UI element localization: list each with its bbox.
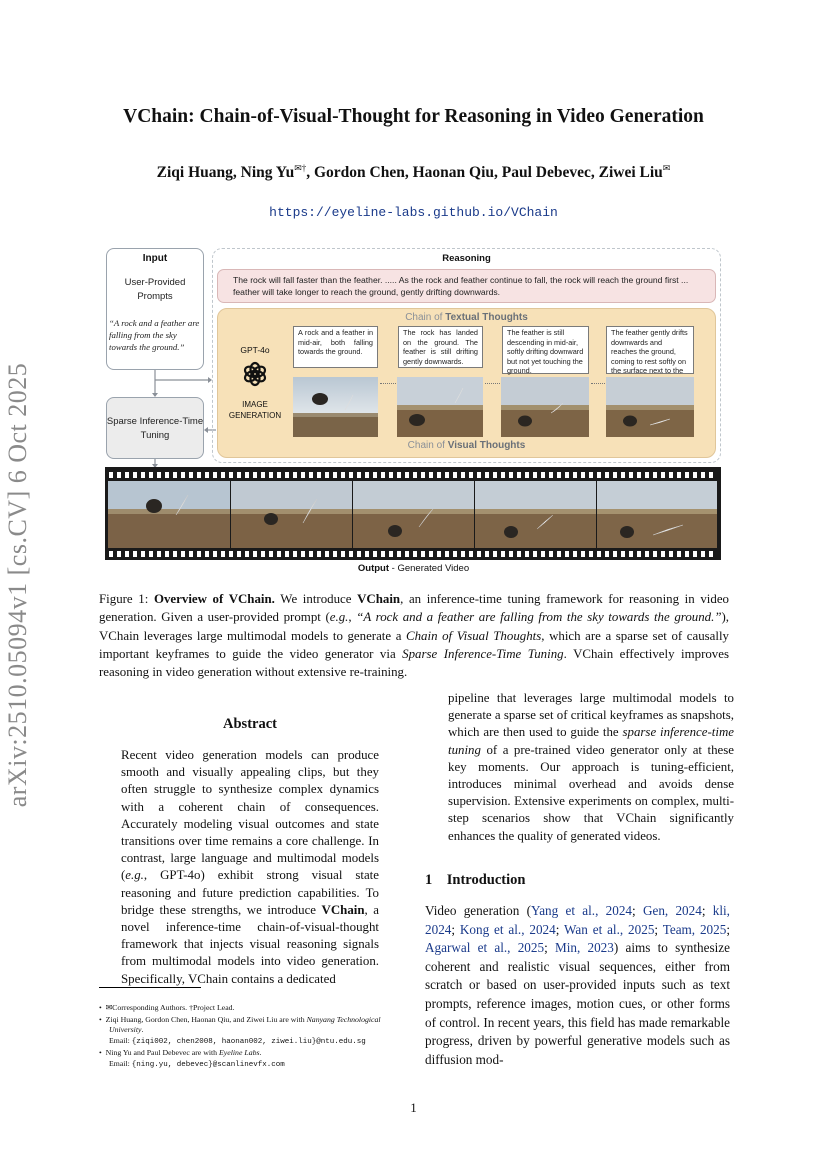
caption-t2: , an inference-time tuning framework for reasoning in video generation. Given a user-provided prompt (	[99, 592, 729, 625]
caption-label: Figure 1:	[99, 592, 154, 606]
abstract-vchain: VChain	[321, 902, 365, 917]
reasoning-text: The rock will fall faster than the feather. ..... As the rock and feather continue to fall, the rock will reach the ground first ... feather will take longer to reach the ground, gently drifting downwards.	[233, 275, 689, 297]
paper-title: VChain: Chain-of-Visual-Thought for Reasoning in Video Generation	[123, 106, 704, 127]
rock-icon	[518, 416, 532, 427]
footnote-1b: †Project Lead.	[189, 1003, 235, 1012]
footnote-bullet: •	[99, 1003, 102, 1012]
citation-link[interactable]: kli, 2024	[425, 903, 730, 937]
intro-body	[425, 902, 730, 1069]
output-bold: Output	[357, 563, 390, 574]
abstract-body-left	[121, 747, 379, 988]
footnote-rule	[99, 987, 201, 988]
caption-eg: e.g.	[329, 610, 349, 625]
footnote-bullet: •	[99, 1048, 102, 1058]
video-frame-1	[108, 481, 230, 548]
input-heading: Input	[142, 253, 168, 264]
citation-sep: ;	[654, 921, 663, 937]
openai-logo-icon	[242, 361, 268, 387]
citation-sep: ;	[555, 921, 565, 937]
citation-sep: ;	[701, 903, 713, 918]
abstract-p1a: Recent video generation models can produce smooth and visually appealing clips, but they often struggle to synthesize complex dynamics with a coherent chain of consequences. Accurately modeling visual outcomes and state transitions over time remains a core challenge. In contrast, large language and multimodal models (	[121, 748, 379, 883]
footnote-3c: .	[259, 1048, 262, 1058]
authors-part1: Ziqi Huang, Ning Yu	[156, 164, 295, 182]
footnote-3b: Eyeline Labs	[219, 1048, 260, 1058]
chain-textual-prefix: Chain of	[405, 312, 446, 323]
caption-t5: , which are a sparse set of causally important keyframes to guide the video generator via	[99, 628, 729, 661]
citation-sep: ;	[451, 921, 460, 937]
gpt-label: GPT-4o	[240, 345, 270, 355]
abstract-eg: e.g.	[125, 868, 144, 883]
rock-icon	[388, 525, 402, 537]
caption-bold: Overview of VChain.	[153, 592, 275, 606]
abstract-p2b: of a pre-trained video generator only at these key moments. Our approach is tuning-efficient, introduces minimal overhead and avoids dense supervision. Extensive experiments on complex, multi-step scenarios show that VChain significantly enhances the quality of generated videos.	[448, 742, 734, 843]
abstract-p2a: pipeline that leverages large multimodal models to generate a sparse set of critical keyframes as snapshots, which are then used to guide the	[448, 691, 734, 740]
footnote-3	[99, 1048, 404, 1070]
citation-link[interactable]: Yang et al., 2024	[531, 903, 633, 918]
chain-visual-prefix: Chain of	[407, 440, 448, 451]
citation-link[interactable]: Wan et al., 2025	[564, 921, 655, 937]
keyframe-image-2	[397, 377, 483, 437]
citation-link[interactable]: Min, 2023	[554, 940, 614, 956]
citation-link[interactable]: Gen, 2024	[642, 903, 702, 918]
footnote-1	[99, 1003, 404, 1014]
video-frame-2	[231, 481, 352, 548]
page-number: 1	[410, 1100, 417, 1115]
footnote-bullet: •	[99, 1014, 102, 1024]
chain-textual-thoughts-title	[217, 312, 716, 323]
dotted-arrow-2	[485, 383, 500, 384]
caption-t1: We introduce	[274, 592, 358, 606]
footnote-2b: Nanyang Technological University	[109, 1014, 381, 1035]
keyframe-image-4	[606, 377, 694, 437]
citation-sep: ;	[544, 940, 555, 956]
video-frame-3	[353, 481, 474, 548]
caption-quote: “A rock and a feather are falling from the sky towards the ground.”	[356, 610, 722, 625]
keyframe-text-4: The feather gently drifts downwards and reaches the ground, coming to rest softly on the surface next to the	[606, 326, 694, 374]
rock-icon	[146, 499, 162, 513]
rock-icon	[409, 414, 425, 426]
dotted-arrow-3	[591, 383, 605, 384]
footnote-1a: ✉Corresponding Authors.	[105, 1003, 190, 1012]
caption-vchain: VChain	[357, 592, 401, 606]
footnote-2a: Ziqi Huang, Gordon Chen, Haonan Qiu, and Ziwei Liu are with	[105, 1014, 307, 1024]
rock-icon	[623, 416, 637, 427]
citation-link[interactable]: Agarwal et al., 2025	[425, 940, 545, 956]
citation-sep: ;	[726, 921, 730, 937]
footnote-3-email-label: Email:	[109, 1058, 132, 1068]
corresponding-mark-2: ✉	[662, 163, 671, 173]
caption-t3: ,	[348, 610, 357, 625]
prompt-quote: “A rock and a feather are falling from the sky towards the ground.”	[109, 318, 200, 352]
caption-t4: ), VChain leverages large multimodal models to generate a	[99, 610, 730, 643]
caption-t6: . VChain effectively improves reasoning in video generation without extensive re-training.	[99, 646, 729, 680]
rock-icon	[620, 526, 634, 538]
caption-sitt: Sparse Inference-Time Tuning	[402, 646, 564, 661]
film-holes-top	[109, 472, 717, 478]
abstract-p1c: , a novel inference-time chain-of-visual-thought framework that injects visual reasoning signals from multimodal models into video generation. Specifically, VChain contains a dedicated	[121, 902, 380, 986]
citation-link[interactable]: Team, 2025	[662, 921, 727, 937]
intro-t2: ) aims to synthesize coherent and realistic visual sequences, either from scratch or based on user-provided inputs such as text prompts, reference images, motion cues, or other forms of control. In recent years, this field has made remarkable progress, driven by powerful generative models such as diffusion mod-	[425, 940, 731, 1067]
user-provided-prompts-label: User-Provided Prompts	[124, 277, 186, 302]
keyframe-image-1	[293, 377, 378, 437]
rock-icon	[312, 393, 328, 405]
chain-visual-bold: Visual Thoughts	[447, 440, 526, 451]
footnote-3a: Ning Yu and Paul Debevec are with	[105, 1048, 220, 1058]
film-holes-bottom	[109, 551, 717, 557]
keyframe-text-1: A rock and a feather in mid-air, both falling towards the ground.	[293, 326, 378, 368]
footnote-2	[99, 1015, 404, 1048]
chain-textual-bold: Textual Thoughts	[445, 312, 528, 323]
abstract-body-right	[447, 690, 734, 845]
abstract-p2-italic: sparse inference-time tuning	[448, 725, 734, 757]
rock-icon	[504, 526, 518, 538]
video-frame-4	[475, 481, 596, 548]
keyframe-text-3: The feather is still descending in mid-air, softly drifting downward but not yet touching the ground.	[502, 326, 589, 374]
authors-part2: , Gordon Chen, Haonan Qiu, Paul Debevec, Ziwei Liu	[306, 164, 663, 182]
footnotes	[99, 1003, 404, 1071]
figure-caption	[99, 590, 729, 681]
abstract-heading: Abstract	[223, 716, 277, 732]
video-frame-5	[597, 481, 717, 548]
keyframe-text-2: The rock has landed on the ground. The feather is still drifting gently downwards.	[398, 326, 483, 368]
keyframe-image-3	[501, 377, 589, 437]
output-label	[0, 563, 827, 574]
chain-visual-thoughts-title	[217, 440, 716, 451]
footnote-2c: .	[141, 1025, 144, 1035]
sparse-tuning-label: Sparse Inference-Time Tuning	[106, 416, 204, 441]
rock-icon	[264, 513, 278, 525]
intro-heading: 1 Introduction	[425, 872, 526, 888]
abstract-p1b: , GPT-4o) exhibit strong visual state reasoning and future prediction capabilities. To bridge these strengths, we introduce	[121, 868, 379, 917]
dotted-arrow-1	[380, 383, 396, 384]
citation-link[interactable]: Kong et al., 2024	[459, 921, 556, 937]
image-generation-label: IMAGE GENERATION	[228, 400, 282, 420]
footnote-2-email-label: Email:	[109, 1035, 132, 1045]
footnote-3-email: {ning.yu, debevec}@scanlinevfx.com	[131, 1060, 285, 1069]
output-rest: - Generated Video	[389, 563, 470, 574]
reasoning-heading: Reasoning	[442, 253, 491, 264]
intro-t1: Video generation (	[425, 903, 531, 918]
citation-sep: ;	[632, 903, 643, 918]
arxiv-stamp: arXiv:2510.05094v1 [cs.CV] 6 Oct 2025	[3, 362, 32, 808]
corresponding-mark-1: ✉†	[294, 163, 307, 173]
project-url-link[interactable]: https://eyeline-labs.github.io/VChain	[269, 205, 558, 220]
footnote-2-email: {ziqi002, chen2008, haonan002, ziwei.liu}@ntu.edu.sg	[131, 1037, 366, 1046]
caption-covt: Chain of Visual Thoughts	[406, 628, 542, 643]
author-list	[0, 163, 827, 182]
